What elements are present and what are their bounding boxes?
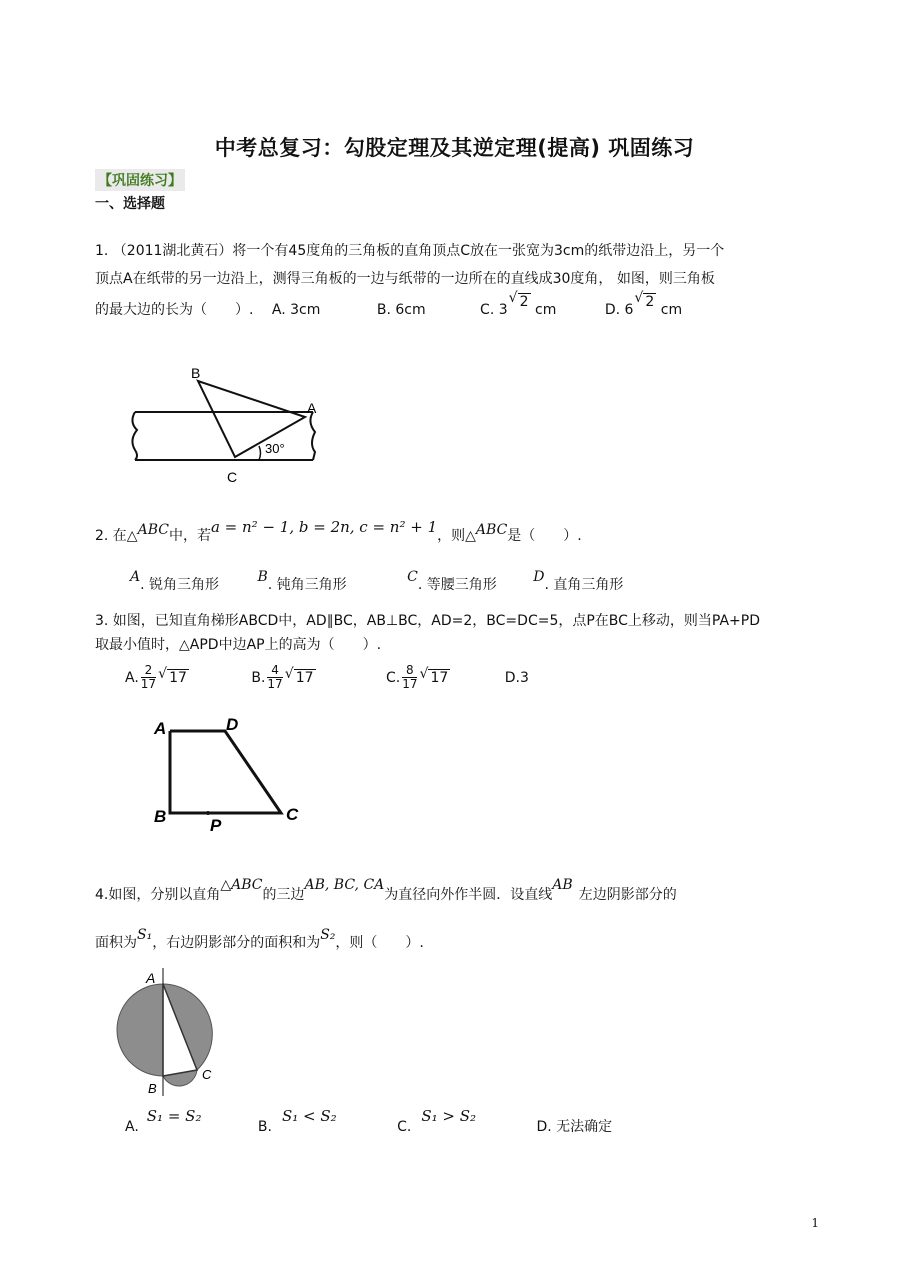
q4-figure [115,966,235,1096]
q4-option-d: D. 无法确定 [536,1119,613,1135]
q3-label-a: A [154,719,167,738]
page-number: 1 [811,1216,819,1230]
q2-option-a: A. 锐角三角形 [130,569,220,593]
section-heading: 一、选择题 [95,196,165,212]
q2-condition: a = n² − 1, b = 2n, c = n² + 1 [210,518,438,536]
q2-options [130,569,624,594]
q3-option-a: A. $\frac{2}{17}$ √ 17 [125,670,189,686]
q1-stem-end: 的最大边的长为（ ）. [95,302,254,318]
q3-option-c: C. $\frac{8}{17}$ √ 17 [386,670,450,686]
q1-option-a: A. 3cm [271,302,321,318]
q4-label-b: B [148,1081,157,1096]
q3-label-c: C [286,805,299,824]
page-title: 中考总复习：勾股定理及其逆定理(提高) 巩固练习 [214,136,695,160]
q4-line1: 4.如图，分别以直角△ABC的三边AB, BC, CA为直径向外作半圆．设直线AB左边阴影部分的 [95,877,677,903]
q1-option-b: B. 6cm [376,302,426,318]
q1-label-b: B [191,365,201,381]
section-tag: 【巩固练习】 [95,169,185,191]
q3-figure [150,712,310,837]
q3-label-d: D [226,715,239,734]
q1-figure [125,360,325,490]
q4-option-b: B.S₁ < S₂ [257,1107,337,1135]
q1-angle-label: 30° [265,441,285,456]
q2-option-b: B. 钝角三角形 [257,569,347,593]
q4-line2: 面积为S₁，右边阴影部分的面积和为S₂，则（ ）. [95,927,424,951]
q4-option-c: C.S₁ > S₂ [397,1107,477,1135]
q1-option-d: D. 6√ 2 cm [605,302,682,318]
q4-label-c: C [202,1067,212,1082]
q3-option-b: B. $\frac{4}{17}$ √ 17 [251,670,315,686]
q4-options [125,1107,613,1136]
q1-line2: 顶点A在纸带的另一边沿上，测得三角板的一边与纸带的一边所在的直线成30度角， 如图，则三角板 [95,271,715,287]
q3-line2: 取最小值时，△APD中边AP上的高为（ ）. [95,637,382,653]
q4-option-a: A.S₁ = S₂ [125,1107,202,1135]
q3-label-p: P [210,816,222,835]
q2-stem: 2. 在△ABC中，若a = n² − 1, b = 2n, c = n² + 1，则△ABC是（ ）. [95,518,582,544]
q3-option-d: D.3 [504,669,529,686]
q3-label-b: B [154,807,167,826]
q1-label-a: A [307,400,317,416]
q1-label-c: C [227,469,238,485]
q1-option-c: C. 3√ 2 cm [480,302,556,318]
q4-label-a: A [146,970,156,986]
q2-option-c: C. 等腰三角形 [407,569,497,593]
q3-line1: 3. 如图，已知直角梯形ABCD中，AD∥BC，AB⊥BC，AD=2，BC=DC=5，点P在BC上移动，则当PA+PD [95,613,761,629]
q1-line1: 1. （2011湖北黄石）将一个有45度角的三角板的直角顶点C放在一张宽为3cm的纸带边沿上，另一个 [95,243,725,259]
q1-line3 [95,294,683,319]
q3-options [125,664,529,691]
q2-option-d: D. 直角三角形 [533,569,624,593]
